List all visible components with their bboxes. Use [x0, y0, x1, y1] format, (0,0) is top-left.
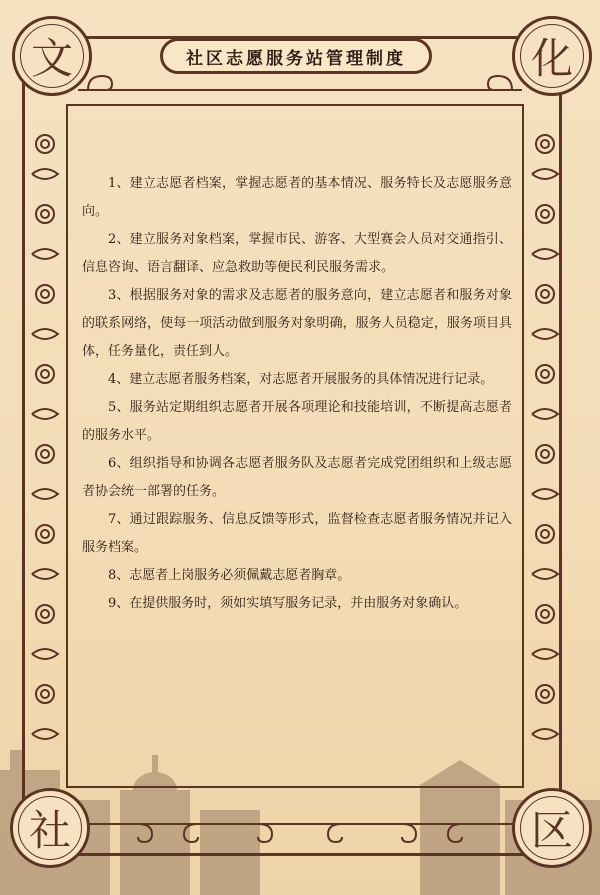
rule-item: 3、根据服务对象的需求及志愿者的服务意向，建立志愿者和服务对象的联系网络，使每一项活动做到服务对象明确，服务人员稳定，服务项目具体，任务量化，责任到人。	[82, 288, 512, 359]
page-title: 社区志愿服务站管理制度	[160, 38, 432, 74]
rule-item: 2、建立服务对象档案，掌握市民、游客、大型赛会人员对交通指引、信息咨询、语言翻译、应急救助等便民利民服务需求。	[82, 232, 512, 275]
right-ornament-band	[528, 104, 562, 788]
rule-item: 9、在提供服务时，须如实填写服务记录，并由服务对象确认。	[108, 596, 468, 611]
corner-character: 社	[28, 806, 71, 855]
corner-character: 文	[30, 34, 73, 83]
corner-character: 化	[530, 34, 573, 83]
corner-character: 区	[530, 806, 573, 855]
rule-item: 5、服务站定期组织志愿者开展各项理论和技能培训，不断提高志愿者的服务水平。	[82, 400, 512, 443]
rules-list	[82, 170, 512, 618]
corner-medallion-bottom-right	[512, 788, 592, 868]
left-ornament-band	[28, 104, 62, 788]
rule-item: 7、通过跟踪服务、信息反馈等形式，监督检查志愿者服务情况并记入服务档案。	[82, 512, 512, 555]
rule-item: 1、建立志愿者档案，掌握志愿者的基本情况、服务特长及志愿服务意向。	[82, 176, 512, 219]
rule-item: 4、建立志愿者服务档案，对志愿者开展服务的具体情况进行记录。	[108, 372, 494, 387]
rule-item: 8、志愿者上岗服务必须佩戴志愿者胸章。	[108, 568, 351, 583]
corner-medallion-bottom-left	[10, 788, 90, 868]
bottom-ornament-band	[78, 818, 522, 848]
corner-medallion-top-left	[12, 16, 92, 96]
rule-item: 6、组织指导和协调各志愿者服务队及志愿者完成党团组织和上级志愿者协会统一部署的任务。	[82, 456, 512, 499]
corner-medallion-top-right	[512, 16, 592, 96]
